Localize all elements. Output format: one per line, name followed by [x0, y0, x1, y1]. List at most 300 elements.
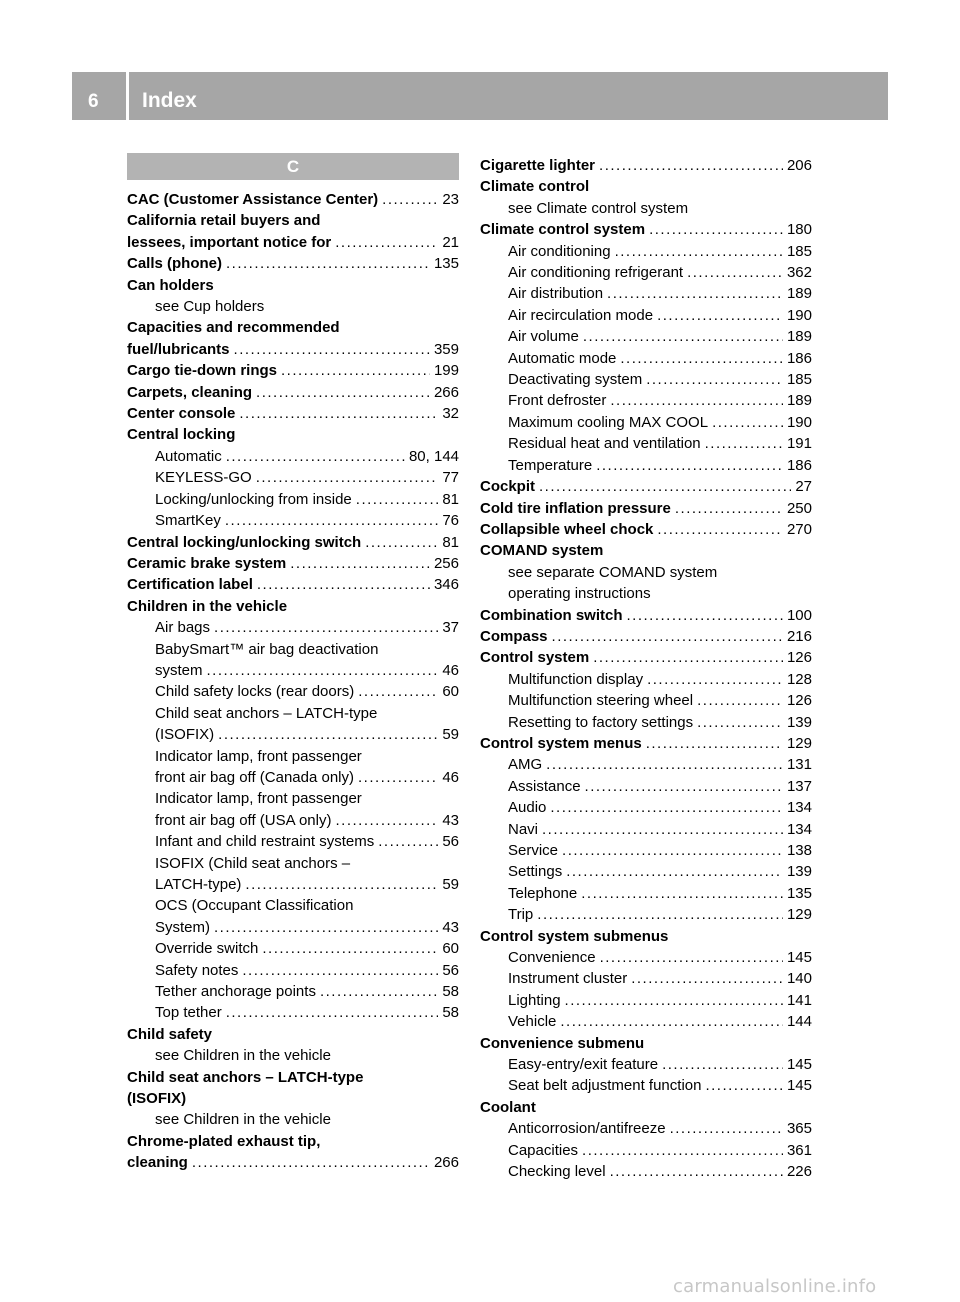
leader-dots	[646, 369, 783, 390]
index-entry	[480, 605, 812, 626]
entry-text: (ISOFIX)	[127, 1090, 187, 1108]
index-subentry	[127, 617, 459, 638]
page-reference: 81	[442, 533, 459, 551]
entry-text: (ISOFIX)	[155, 726, 215, 744]
leader-dots	[207, 660, 439, 681]
entry-text: Air conditioning refrigerant	[508, 264, 684, 282]
index-subentry	[480, 1161, 812, 1182]
index-subentry	[127, 938, 459, 959]
index-subentry	[127, 1002, 459, 1023]
entry-text: OCS (Occupant Classification	[155, 897, 354, 915]
entry-text: cleaning	[127, 1154, 188, 1172]
leader-dots	[583, 326, 783, 347]
index-entry	[127, 403, 459, 424]
index-subentry	[127, 681, 459, 702]
entry-text: Top tether	[155, 1004, 222, 1022]
entry-text: Audio	[508, 799, 547, 817]
entry-text: fuel/lubricants	[127, 340, 230, 358]
index-entry	[480, 626, 812, 647]
leader-dots	[214, 917, 438, 938]
index-subentry	[480, 562, 812, 583]
entry-text: Multifunction display	[508, 670, 644, 688]
leader-dots	[687, 262, 783, 283]
page-reference: 365	[786, 1120, 812, 1138]
entry-text: KEYLESS-GO	[155, 469, 252, 487]
leader-dots	[226, 1002, 439, 1023]
entry-text: Anticorrosion/antifreeze	[508, 1120, 666, 1138]
page-reference: 43	[442, 811, 459, 829]
index-entry	[127, 189, 459, 210]
entry-text: Infant and child restraint systems	[155, 833, 375, 851]
page-header	[72, 72, 888, 120]
section-letter-heading: C	[127, 153, 459, 180]
entry-text: Calls (phone)	[127, 255, 223, 273]
entry-text: BabySmart™ air bag deactivation	[155, 640, 379, 658]
leader-dots	[585, 776, 783, 797]
index-subentry	[480, 712, 812, 733]
page-reference: 23	[442, 191, 459, 208]
index-subentry	[480, 1118, 812, 1139]
leader-dots	[697, 712, 783, 733]
index-entry	[480, 540, 812, 561]
entry-text: Control system	[480, 649, 590, 667]
entry-text: Temperature	[508, 456, 593, 474]
entry-text: Child safety locks (rear doors)	[155, 683, 355, 701]
entry-text: Convenience submenu	[480, 1034, 645, 1052]
index-subentry	[480, 412, 812, 433]
left-entry-list	[127, 189, 459, 1174]
page-reference: 256	[433, 554, 459, 572]
page-reference: 144	[786, 1013, 812, 1031]
index-subentry	[127, 724, 459, 745]
leader-dots	[581, 883, 783, 904]
page-reference: 186	[786, 349, 812, 367]
leader-dots	[358, 681, 438, 702]
index-subentry	[127, 639, 459, 660]
leader-dots	[620, 348, 783, 369]
entry-text: Certification label	[127, 576, 253, 594]
page-reference: 189	[786, 285, 812, 303]
entry-text: Air recirculation mode	[508, 306, 654, 324]
index-subentry	[127, 489, 459, 510]
entry-text: Maximum cooling MAX COOL	[508, 413, 709, 431]
index-subentry	[127, 660, 459, 681]
index-subentry	[127, 831, 459, 852]
entry-text: Indicator lamp, front passenger	[155, 790, 362, 808]
page-reference: 141	[786, 991, 812, 1009]
index-subentry	[127, 467, 459, 488]
entry-text: see Cup holders	[155, 298, 265, 316]
page-reference: 361	[786, 1141, 812, 1159]
entry-text: Settings	[508, 863, 563, 881]
entry-text: Residual heat and ventilation	[508, 435, 701, 453]
page-reference: 362	[786, 264, 812, 282]
entry-text: Central locking	[127, 426, 236, 444]
index-subentry	[127, 895, 459, 916]
index-entry	[127, 1067, 459, 1088]
index-entry	[127, 1024, 459, 1045]
page-reference: 60	[442, 940, 459, 958]
index-entry	[480, 1033, 812, 1054]
page-reference: 129	[786, 906, 812, 924]
leader-dots	[218, 724, 438, 745]
page-reference: 140	[786, 970, 812, 988]
entry-text: Control system submenus	[480, 927, 669, 945]
leader-dots	[712, 412, 783, 433]
leader-dots	[646, 733, 783, 754]
leader-dots	[256, 467, 439, 488]
leader-dots	[596, 455, 783, 476]
index-subentry	[127, 1109, 459, 1130]
index-subentry	[480, 947, 812, 968]
leader-dots	[552, 626, 783, 647]
page-reference: 185	[786, 371, 812, 389]
leader-dots	[662, 1054, 783, 1075]
index-entry	[480, 926, 812, 947]
page-reference: 191	[786, 435, 812, 453]
page-reference: 135	[433, 255, 459, 273]
index-entry	[127, 275, 459, 296]
index-subentry	[480, 348, 812, 369]
leader-dots	[245, 874, 438, 895]
index-entry	[480, 519, 812, 540]
page-reference: 206	[786, 157, 812, 174]
index-subentry	[480, 1054, 812, 1075]
entry-text: Cockpit	[480, 478, 536, 496]
entry-text: Tether anchorage points	[155, 983, 316, 1001]
page-reference: 139	[786, 713, 812, 731]
index-subentry	[127, 810, 459, 831]
index-subentry	[127, 853, 459, 874]
page-reference: 185	[786, 242, 812, 260]
index-subentry	[480, 326, 812, 347]
index-entry	[127, 574, 459, 595]
entry-text: system	[155, 661, 203, 679]
index-entry	[127, 382, 459, 403]
entry-text: Deactivating system	[508, 371, 643, 389]
leader-dots	[546, 754, 783, 775]
page-reference: 129	[786, 734, 812, 752]
index-subentry	[127, 1045, 459, 1066]
entry-text: LATCH-type)	[155, 876, 242, 893]
entry-text: front air bag off (USA only)	[155, 811, 332, 829]
index-subentry	[127, 788, 459, 809]
index-entry	[480, 176, 812, 197]
index-entry	[127, 253, 459, 274]
leader-dots	[565, 990, 783, 1011]
index-subentry	[480, 990, 812, 1011]
leader-dots	[705, 433, 783, 454]
leader-dots	[290, 553, 430, 574]
index-subentry	[480, 861, 812, 882]
page-reference: 81	[442, 490, 459, 508]
entry-text: Child seat anchors – LATCH-type	[155, 704, 378, 722]
index-column-left	[127, 153, 459, 1174]
entry-text: Lighting	[508, 991, 561, 1009]
entry-text: Assistance	[508, 777, 581, 795]
leader-dots	[582, 1140, 783, 1161]
entry-text: Override switch	[155, 940, 259, 958]
entry-text: see separate COMAND system	[508, 563, 718, 581]
leader-dots	[192, 1152, 430, 1173]
entry-text: see Climate control system	[508, 199, 689, 217]
entry-text: Coolant	[480, 1098, 536, 1116]
entry-text: California retail buyers and	[127, 212, 321, 230]
watermark: carmanualsonline.info	[673, 1276, 877, 1297]
page-reference: 190	[786, 306, 812, 324]
index-subentry	[480, 904, 812, 925]
index-subentry	[480, 669, 812, 690]
index-entry	[480, 476, 812, 497]
leader-dots	[256, 382, 430, 403]
entry-text: Convenience	[508, 949, 596, 967]
index-subentry	[480, 583, 812, 604]
leader-dots	[257, 574, 430, 595]
entry-text: Child safety	[127, 1025, 213, 1043]
leader-dots	[566, 861, 783, 882]
entry-text: ISOFIX (Child seat anchors –	[155, 854, 351, 872]
page-reference: 189	[786, 328, 812, 346]
page-reference: 46	[442, 661, 459, 679]
leader-dots	[657, 305, 783, 326]
leader-dots	[335, 232, 438, 253]
leader-dots	[335, 810, 438, 831]
page-reference: 145	[786, 1056, 812, 1074]
leader-dots	[358, 767, 438, 788]
entry-text: CAC (Customer Assistance Center)	[127, 191, 379, 208]
entry-text: Resetting to factory settings	[508, 713, 694, 731]
entry-text: Climate control	[480, 178, 590, 196]
page-reference: 59	[442, 726, 459, 744]
leader-dots	[705, 1075, 783, 1096]
leader-dots	[320, 981, 438, 1002]
entry-text: Carpets, cleaning	[127, 383, 253, 401]
leader-dots	[675, 498, 783, 519]
index-entry	[127, 532, 459, 553]
entry-text: Combination switch	[480, 606, 623, 624]
entry-text: Cargo tie-down rings	[127, 362, 277, 380]
entry-text: Instrument cluster	[508, 970, 628, 988]
page-reference: 37	[442, 619, 459, 637]
entry-text: Ceramic brake system	[127, 554, 287, 572]
index-subentry	[127, 446, 459, 467]
leader-dots	[647, 669, 783, 690]
page-reference: 128	[786, 670, 812, 688]
leader-dots	[539, 476, 791, 497]
index-subentry	[127, 296, 459, 317]
page-number: 6	[88, 91, 99, 112]
page-reference: 131	[786, 756, 812, 774]
index-subentry	[480, 1011, 812, 1032]
leader-dots	[599, 155, 783, 176]
index-subentry	[480, 776, 812, 797]
page-reference: 186	[786, 456, 812, 474]
page-reference: 180	[786, 221, 812, 239]
index-entry	[127, 596, 459, 617]
page-reference: 27	[795, 478, 812, 496]
entry-text: Telephone	[508, 884, 578, 902]
leader-dots	[214, 617, 438, 638]
page-reference: 250	[786, 499, 812, 517]
entry-text: Air distribution	[508, 285, 604, 303]
index-subentry	[127, 767, 459, 788]
index-subentry	[480, 754, 812, 775]
entry-text: operating instructions	[508, 585, 651, 603]
leader-dots	[242, 960, 438, 981]
index-entry	[480, 733, 812, 754]
entry-text: Compass	[480, 627, 548, 645]
entry-text: Checking level	[508, 1163, 606, 1181]
entry-text: AMG	[508, 756, 543, 774]
index-subentry	[127, 746, 459, 767]
index-subentry	[127, 917, 459, 938]
index-entry	[127, 553, 459, 574]
entry-text: SmartKey	[155, 512, 221, 530]
page-reference: 189	[786, 392, 812, 410]
entry-text: Multifunction steering wheel	[508, 692, 694, 710]
entry-text: Indicator lamp, front passenger	[155, 747, 362, 765]
index-subentry	[480, 797, 812, 818]
page-reference: 346	[433, 576, 459, 594]
index-entry	[127, 424, 459, 445]
index-subentry	[127, 960, 459, 981]
page-reference: 216	[786, 627, 812, 645]
page-reference: 145	[786, 949, 812, 967]
entry-text: Vehicle	[508, 1013, 557, 1031]
page-reference: 134	[786, 799, 812, 817]
leader-dots	[607, 283, 783, 304]
entry-text: Air volume	[508, 328, 579, 346]
leader-dots	[627, 605, 783, 626]
entry-text: Air bags	[155, 619, 211, 637]
index-subentry	[480, 968, 812, 989]
leader-dots	[600, 947, 783, 968]
index-subentry	[480, 198, 812, 219]
leader-dots	[657, 519, 783, 540]
entry-text: Chrome-plated exhaust tip,	[127, 1132, 321, 1150]
page-reference: 190	[786, 413, 812, 431]
page-reference: 270	[786, 520, 812, 538]
page-reference: 43	[442, 918, 459, 936]
page-reference: 21	[442, 233, 459, 251]
entry-text: Children in the vehicle	[127, 597, 288, 615]
index-subentry	[480, 262, 812, 283]
leader-dots	[670, 1118, 783, 1139]
leader-dots	[593, 647, 783, 668]
index-subentry	[480, 283, 812, 304]
index-entry	[480, 1097, 812, 1118]
leader-dots	[226, 253, 430, 274]
leader-dots	[226, 446, 405, 467]
entry-text: Center console	[127, 405, 236, 423]
entry-text: Service	[508, 842, 559, 859]
index-subentry	[480, 433, 812, 454]
index-subentry	[480, 1075, 812, 1096]
page-reference: 80, 144	[408, 447, 459, 465]
page-reference: 60	[442, 683, 459, 701]
entry-text: Can holders	[127, 276, 214, 294]
page-title: Index	[142, 89, 197, 112]
index-entry	[127, 210, 459, 231]
index-entry	[127, 360, 459, 381]
entry-text: Safety notes	[155, 961, 239, 979]
entry-text: Cold tire inflation pressure	[480, 499, 671, 517]
leader-dots	[239, 403, 438, 424]
leader-dots	[697, 690, 783, 711]
page-reference: 77	[442, 469, 459, 487]
leader-dots	[234, 339, 430, 360]
page-reference: 139	[786, 863, 812, 881]
page-reference: 56	[442, 961, 459, 979]
index-subentry	[480, 305, 812, 326]
index-subentry	[480, 1140, 812, 1161]
entry-text: System)	[155, 918, 211, 936]
entry-text: Automatic	[155, 447, 222, 465]
leader-dots	[262, 938, 438, 959]
page-reference: 76	[442, 512, 459, 530]
page-reference: 266	[433, 1154, 459, 1172]
index-subentry	[480, 690, 812, 711]
index-entry	[480, 498, 812, 519]
page-reference: 266	[433, 383, 459, 401]
leader-dots	[560, 1011, 783, 1032]
entry-text: Cigarette lighter	[480, 157, 596, 174]
index-subentry	[480, 819, 812, 840]
leader-dots	[631, 968, 783, 989]
index-entry	[127, 317, 459, 338]
leader-dots	[378, 831, 438, 852]
page-reference: 134	[786, 820, 812, 838]
page-reference: 46	[442, 768, 459, 786]
index-entry	[127, 339, 459, 360]
leader-dots	[225, 510, 438, 531]
index-entry	[480, 219, 812, 240]
page-reference: 137	[786, 777, 812, 795]
leader-dots	[562, 840, 783, 861]
index-entry	[480, 647, 812, 668]
index-subentry	[127, 510, 459, 531]
leader-dots	[649, 219, 783, 240]
leader-dots	[537, 904, 783, 925]
index-subentry	[480, 455, 812, 476]
index-subentry	[127, 703, 459, 724]
entry-text: COMAND system	[480, 542, 604, 560]
page-reference: 145	[786, 1077, 812, 1095]
leader-dots	[542, 819, 783, 840]
index-subentry	[127, 981, 459, 1002]
index-subentry	[480, 883, 812, 904]
leader-dots	[365, 532, 438, 553]
entry-text: front air bag off (Canada only)	[155, 768, 355, 786]
entry-text: Automatic mode	[508, 349, 617, 367]
entry-text: see Children in the vehicle	[155, 1047, 331, 1065]
page-reference: 32	[442, 405, 459, 423]
index-subentry	[480, 840, 812, 861]
index-subentry	[127, 874, 459, 895]
index-entry	[127, 232, 459, 253]
page-reference: 58	[442, 1004, 459, 1022]
leader-dots	[610, 1161, 783, 1182]
page-reference: 100	[786, 606, 812, 624]
entry-text: Locking/unlocking from inside	[155, 490, 352, 508]
index-entry	[127, 1131, 459, 1152]
page-reference: 58	[442, 983, 459, 1001]
header-divider	[126, 72, 129, 120]
page-reference: 56	[442, 833, 459, 851]
page-reference: 199	[433, 362, 459, 380]
leader-dots	[356, 489, 439, 510]
entry-text: Seat belt adjustment function	[508, 1077, 702, 1095]
